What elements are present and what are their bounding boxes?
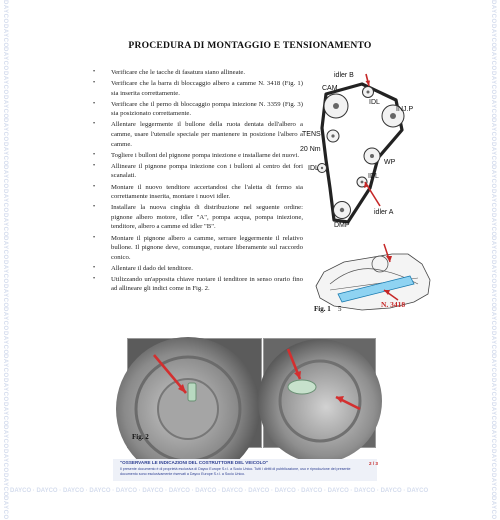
index-mark bbox=[188, 383, 196, 401]
step-item bbox=[93, 79, 303, 98]
watermark-text: DAYCO bbox=[2, 401, 8, 426]
watermark-text: DAYCO bbox=[195, 488, 217, 494]
step-text: Montare il nuovo tenditore accertandosi che l'aletta di fermo sia correttamente inserita, montare i nuovi idler. bbox=[111, 183, 303, 201]
figure-1-ref: 5 bbox=[338, 305, 342, 313]
watermark-text: DAYCO bbox=[407, 488, 429, 494]
label-cam: CAM bbox=[322, 85, 338, 92]
watermark-text: DAYCO bbox=[2, 94, 8, 119]
bullet-icon: • bbox=[93, 151, 96, 158]
watermark-text: DAYCO bbox=[248, 488, 270, 494]
figure-2-label: Fig. 2 bbox=[132, 433, 149, 441]
watermark-text: DAYCO bbox=[2, 165, 8, 189]
watermark-text: DAYCO bbox=[490, 141, 496, 166]
watermark-text: DAYCO bbox=[2, 472, 8, 497]
label-idl-low: IDL bbox=[368, 173, 379, 180]
watermark-text: DAYCO bbox=[327, 488, 349, 494]
watermark-text: DAYCO bbox=[89, 488, 111, 494]
watermark-text: DAYCO bbox=[2, 141, 8, 166]
watermark-text: DAYCO bbox=[490, 259, 496, 284]
watermark-text: DAYCO bbox=[490, 354, 496, 378]
watermark-text: DAYCO bbox=[490, 283, 496, 308]
watermark-text: DAYCO bbox=[490, 118, 496, 142]
step-item bbox=[93, 68, 303, 78]
label-dmp: DMP bbox=[334, 222, 350, 229]
bullet-icon: • bbox=[93, 275, 96, 282]
watermark-text: DAYCO bbox=[2, 47, 8, 71]
idler-mid-hub bbox=[321, 167, 323, 169]
crankshaft-hub bbox=[340, 208, 344, 212]
watermark-text: DAYCO bbox=[354, 488, 376, 494]
step-text: Verificare che le tacche di fasatura siano allineate. bbox=[111, 69, 246, 76]
watermark-text: DAYCO bbox=[490, 496, 496, 520]
watermark-text: DAYCO bbox=[2, 0, 8, 24]
step-text: Verificare che il perno di bloccaggio pompa iniezione N. 3359 (Fig. 3) sia posizionato correttamente. bbox=[111, 100, 303, 118]
watermark-text: DAYCO bbox=[490, 330, 496, 355]
watermark-text: DAYCO bbox=[2, 189, 8, 213]
step-item bbox=[93, 264, 303, 274]
bullet-icon: • bbox=[93, 204, 96, 211]
page-title: PROCEDURA DI MONTAGGIO E TENSIONAMENTO bbox=[128, 40, 372, 51]
watermark-text: DAYCO bbox=[490, 189, 496, 213]
step-text: Allentare leggermente il bullone della ruota dentata dell'albero a camme, usare l'utensile speciale per mantenere in posizione l'albero a camme. bbox=[111, 121, 303, 148]
watermark-text: DAYCO bbox=[2, 70, 8, 95]
watermark-text: DAYCO bbox=[490, 70, 496, 95]
figure-2-photo-left bbox=[127, 338, 262, 448]
injection-pump-hub bbox=[390, 113, 396, 119]
watermark-text: DAYCO bbox=[274, 488, 296, 494]
watermark-text: DAYCO bbox=[490, 212, 496, 237]
step-item bbox=[93, 275, 303, 294]
watermark-text: DAYCO bbox=[490, 378, 496, 402]
watermark-text: DAYCO bbox=[2, 23, 8, 48]
watermark-text: DAYCO bbox=[490, 425, 496, 449]
index-mark bbox=[288, 380, 316, 394]
watermark-text: DAYCO bbox=[490, 0, 496, 24]
step-text: Togliere i bulloni del pignone pompa iniezione e installarne dei nuovi. bbox=[111, 151, 300, 159]
step-item bbox=[93, 100, 303, 119]
watermark-text: DAYCO bbox=[2, 118, 8, 142]
step-text: Verificare che la barra di bloccaggio albero a camme N. 3418 (Fig. 1) sia inserita correttamente. bbox=[111, 80, 303, 97]
watermark-text: DAYCO bbox=[490, 236, 496, 260]
step-text: Montare il pignone albero a camme, serrare leggermente il relativo bullone. Il pignone deve, comunque, ruotare liberamente sul raccordo conico. bbox=[111, 234, 303, 261]
step-item bbox=[93, 162, 303, 181]
label-idler-a: idler A bbox=[374, 209, 394, 216]
watermark-text: DAYCO bbox=[10, 488, 32, 494]
bullet-icon: • bbox=[93, 162, 96, 169]
bullet-icon: • bbox=[93, 80, 96, 87]
watermark-text: DAYCO bbox=[2, 307, 8, 331]
belt-routing-diagram bbox=[300, 72, 440, 243]
bullet-icon: • bbox=[93, 264, 96, 271]
step-text: Installare la nuova cinghia di distribuzione nel seguente ordine: pignone albero motore, idler "A", pompa acqua, pompa iniezione, tenditore, albero a camme ed idler "B". bbox=[111, 204, 303, 231]
watermark-text: DAYCO bbox=[115, 488, 137, 494]
figure-1-label: Fig. 1 bbox=[314, 305, 331, 313]
footer-heading: "OSSERVARE LE INDICAZIONI DEL COSTRUTTORE DEL VEICOLO" bbox=[120, 460, 269, 465]
watermark-text: DAYCO bbox=[490, 448, 496, 473]
pulley-surface bbox=[258, 339, 382, 463]
step-item bbox=[93, 120, 303, 149]
idler-a-hub bbox=[361, 181, 364, 184]
watermark-text: DAYCO bbox=[2, 283, 8, 308]
tensioner-photo-right bbox=[264, 339, 375, 447]
watermark-text: DAYCO bbox=[490, 472, 496, 497]
watermark-text: DAYCO bbox=[2, 236, 8, 260]
watermark-right bbox=[490, 0, 498, 520]
label-torque: 20 Nm bbox=[300, 146, 321, 153]
step-text: Utilizzando un'apposita chiave ruotare il tenditore in senso orario fino ad allineare gli indici come in Fig. 2. bbox=[111, 275, 303, 293]
watermark-text: DAYCO bbox=[142, 488, 164, 494]
step-text: Allineare il pignone pompa iniezione con i bulloni al centro dei fori scanalati. bbox=[111, 162, 303, 180]
watermark-text: DAYCO bbox=[490, 401, 496, 426]
bullet-icon: • bbox=[93, 121, 96, 128]
bullet-icon: • bbox=[93, 234, 96, 241]
watermark-text: DAYCO bbox=[490, 23, 496, 48]
watermark-text: DAYCO bbox=[2, 448, 8, 473]
label-idl-mid: IDL bbox=[308, 165, 319, 172]
footer-disclaimer: Il presente documento è di proprietà esclusiva di Dayco Europe S.r.l. a Socio Unico. Tutti i diritti di pubblicazione, uso e riproduzione del presente documento sono esclusivamente riservati a Dayco Europe S.r.l. a Socio Unico. bbox=[120, 467, 351, 476]
label-idl-top: IDL bbox=[369, 99, 380, 106]
step-item bbox=[93, 183, 303, 202]
step-text: Allentare il dado del tenditore. bbox=[111, 264, 193, 272]
page-number: 2 / 3 bbox=[369, 461, 378, 466]
watermark-text: DAYCO bbox=[490, 94, 496, 119]
watermark-text: DAYCO bbox=[2, 378, 8, 402]
watermark-text: DAYCO bbox=[2, 354, 8, 378]
bullet-icon: • bbox=[93, 69, 96, 75]
step-item bbox=[93, 234, 303, 263]
watermark-text: DAYCO bbox=[490, 307, 496, 331]
figure-2-photo-right bbox=[263, 338, 376, 448]
idler-b-hub bbox=[367, 91, 370, 94]
water-pump-hub bbox=[370, 154, 374, 158]
watermark-text: DAYCO bbox=[221, 488, 243, 494]
label-tens: TENS bbox=[302, 131, 321, 138]
watermark-text: DAYCO bbox=[2, 330, 8, 355]
label-idler-b: idler B bbox=[334, 72, 354, 79]
bullet-icon: • bbox=[93, 183, 96, 190]
tool-number-label: N. 3418 bbox=[381, 300, 406, 309]
tensioner-photo-left bbox=[128, 339, 261, 447]
tensioner-hub bbox=[331, 134, 334, 137]
watermark-text: DAYCO bbox=[490, 165, 496, 189]
procedure-steps bbox=[93, 68, 303, 296]
watermark-bottom: DAYCO · DAYCO · DAYCO · DAYCO · DAYCO · DAYCO · DAYCO · DAYCO · DAYCO · DAYCO · DAYCO · DAYCO · DAYCO · DAYCO · DAYCO · DAYCO bbox=[10, 488, 429, 494]
cam-hub bbox=[333, 103, 339, 109]
bullet-icon: • bbox=[93, 100, 96, 107]
watermark-text: DAYCO bbox=[2, 496, 8, 520]
watermark-text: DAYCO bbox=[490, 47, 496, 71]
watermark-text: DAYCO bbox=[301, 488, 323, 494]
watermark-text: DAYCO bbox=[2, 259, 8, 284]
label-inj-p: INJ.P bbox=[396, 106, 414, 113]
watermark-left bbox=[2, 0, 10, 520]
step-item bbox=[93, 151, 303, 161]
watermark-text: DAYCO bbox=[62, 488, 85, 494]
watermark-text: DAYCO bbox=[2, 212, 8, 237]
watermark-text: DAYCO bbox=[380, 488, 402, 494]
watermark-text: DAYCO bbox=[168, 488, 190, 494]
step-item bbox=[93, 203, 303, 232]
watermark-text: DAYCO bbox=[2, 425, 8, 449]
label-wp: WP bbox=[384, 159, 396, 166]
watermark-text: DAYCO bbox=[36, 488, 58, 494]
